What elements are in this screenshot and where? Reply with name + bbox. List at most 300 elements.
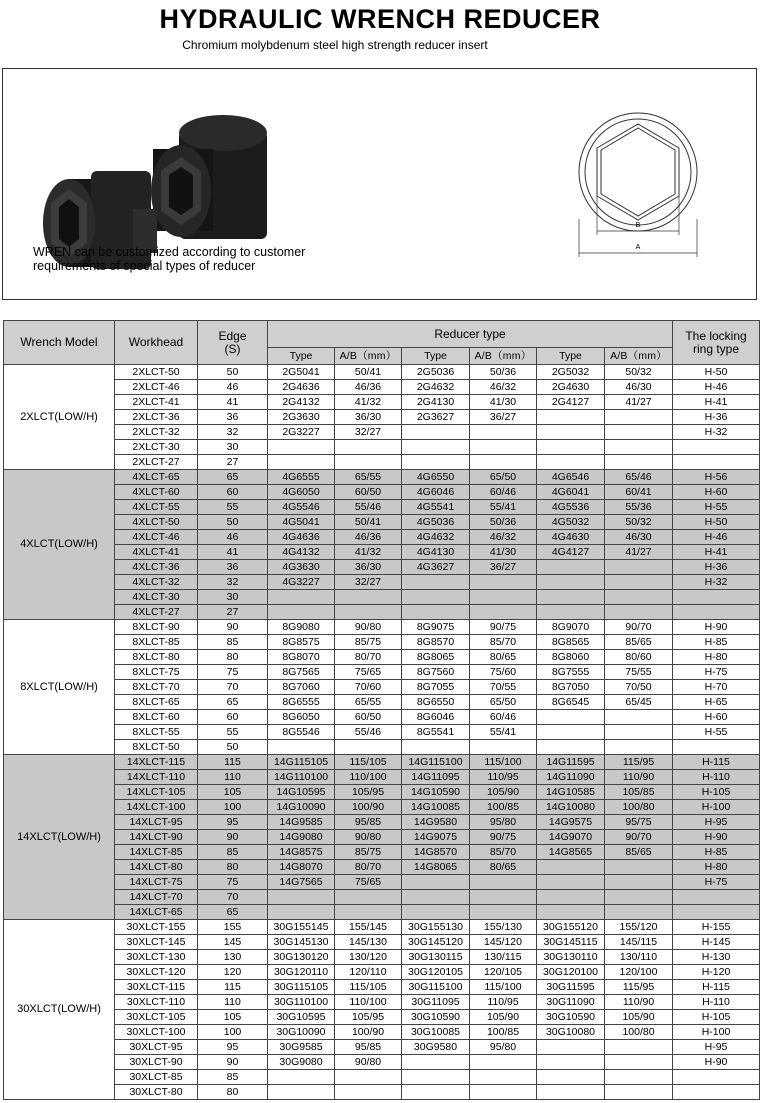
table-cell: 130/110 xyxy=(605,950,673,965)
table-cell: 8XLCT-60 xyxy=(115,710,198,725)
table-cell: 2G4630 xyxy=(537,380,605,395)
table-cell xyxy=(402,905,470,920)
table-cell: 50 xyxy=(198,515,268,530)
table-cell: 4G3227 xyxy=(268,575,335,590)
table-row xyxy=(4,725,760,740)
header-edge-unit: (S) xyxy=(224,341,241,356)
table-cell: 8G9070 xyxy=(537,620,605,635)
table-cell: 36/27 xyxy=(470,560,537,575)
table-row xyxy=(4,380,760,395)
table-cell: 30XLCT-130 xyxy=(115,950,198,965)
table-cell: 65/50 xyxy=(470,695,537,710)
table-cell: H-130 xyxy=(673,950,760,965)
table-cell: 60/46 xyxy=(470,485,537,500)
table-row xyxy=(4,605,760,620)
table-cell: 90/70 xyxy=(605,620,673,635)
table-cell: 75 xyxy=(198,875,268,890)
table-cell: 100/90 xyxy=(335,800,402,815)
table-cell: 65/55 xyxy=(335,470,402,485)
table-cell: 46/36 xyxy=(335,380,402,395)
table-row xyxy=(4,1025,760,1040)
table-cell: 14G10585 xyxy=(537,785,605,800)
table-cell: 8G8065 xyxy=(402,650,470,665)
table-cell: H-100 xyxy=(673,800,760,815)
table-cell: 85/65 xyxy=(605,635,673,650)
table-cell: 14G8565 xyxy=(537,845,605,860)
table-cell: 14G9080 xyxy=(268,830,335,845)
table-cell xyxy=(605,740,673,755)
table-cell: 105 xyxy=(198,1010,268,1025)
table-cell: 80 xyxy=(198,650,268,665)
table-cell: 36/30 xyxy=(335,560,402,575)
table-cell: 30XLCT-115 xyxy=(115,980,198,995)
table-cell xyxy=(673,1085,760,1100)
table-cell: 4G4130 xyxy=(402,545,470,560)
table-cell: 14G11090 xyxy=(537,770,605,785)
table-cell: 145 xyxy=(198,935,268,950)
table-cell: 105/95 xyxy=(335,785,402,800)
table-cell: 110/100 xyxy=(335,995,402,1010)
table-cell: H-95 xyxy=(673,815,760,830)
table-cell: 4G3630 xyxy=(268,560,335,575)
table-row xyxy=(4,425,760,440)
table-cell: 8XLCT-75 xyxy=(115,665,198,680)
table-cell xyxy=(605,410,673,425)
table-cell xyxy=(537,575,605,590)
table-cell xyxy=(605,905,673,920)
table-cell: 100/80 xyxy=(605,800,673,815)
table-row xyxy=(4,620,760,635)
table-cell: 145/120 xyxy=(470,935,537,950)
table-cell: 46 xyxy=(198,530,268,545)
header-locking-line1: The locking xyxy=(685,328,747,343)
table-cell xyxy=(605,1040,673,1055)
table-cell: H-80 xyxy=(673,650,760,665)
table-cell: 85/70 xyxy=(470,845,537,860)
table-cell: 41/30 xyxy=(470,395,537,410)
table-cell: H-145 xyxy=(673,935,760,950)
table-cell: 30G11090 xyxy=(537,995,605,1010)
table-cell: 75/65 xyxy=(335,875,402,890)
table-cell: 36/27 xyxy=(470,410,537,425)
table-cell: 105/90 xyxy=(470,1010,537,1025)
table-cell: 14G10595 xyxy=(268,785,335,800)
table-cell xyxy=(537,425,605,440)
table-cell: 14XLCT-70 xyxy=(115,890,198,905)
table-cell: 2XLCT-32 xyxy=(115,425,198,440)
table-cell: 30G120100 xyxy=(537,965,605,980)
table-cell: 80/65 xyxy=(470,650,537,665)
table-cell: 65/46 xyxy=(605,470,673,485)
table-cell xyxy=(605,455,673,470)
table-cell xyxy=(605,710,673,725)
table-cell: 115 xyxy=(198,980,268,995)
table-cell xyxy=(470,425,537,440)
table-cell: 4XLCT-30 xyxy=(115,590,198,605)
table-cell: 14G10085 xyxy=(402,800,470,815)
table-cell: 4G6046 xyxy=(402,485,470,500)
table-cell: 14G9580 xyxy=(402,815,470,830)
table-cell: 14XLCT-105 xyxy=(115,785,198,800)
header-ab-1: A/B（mm） xyxy=(335,348,402,365)
table-cell xyxy=(470,1085,537,1100)
table-cell: 14G115105 xyxy=(268,755,335,770)
table-cell: 8G8570 xyxy=(402,635,470,650)
table-cell xyxy=(537,455,605,470)
table-cell xyxy=(470,605,537,620)
table-cell: H-105 xyxy=(673,1010,760,1025)
table-cell: H-115 xyxy=(673,755,760,770)
table-row xyxy=(4,515,760,530)
table-cell: 85 xyxy=(198,1070,268,1085)
table-cell: 30G155120 xyxy=(537,920,605,935)
table-cell: 90/80 xyxy=(335,1055,402,1070)
table-cell xyxy=(268,455,335,470)
table-cell: 110 xyxy=(198,770,268,785)
table-cell: 27 xyxy=(198,455,268,470)
header-type-3: Type xyxy=(537,348,605,365)
table-row xyxy=(4,710,760,725)
table-cell xyxy=(673,590,760,605)
table-cell: 4XLCT-41 xyxy=(115,545,198,560)
hexagon-dimension-diagram xyxy=(573,107,703,265)
table-cell: 70/60 xyxy=(335,680,402,695)
table-cell: 2G4127 xyxy=(537,395,605,410)
table-row xyxy=(4,920,760,935)
table-cell xyxy=(537,410,605,425)
table-cell: 85/70 xyxy=(470,635,537,650)
table-cell: 2G4636 xyxy=(268,380,335,395)
table-cell: 30G10590 xyxy=(402,1010,470,1025)
table-cell xyxy=(268,740,335,755)
table-cell: 8G6050 xyxy=(268,710,335,725)
table-row xyxy=(4,530,760,545)
table-cell: 8G6046 xyxy=(402,710,470,725)
table-row xyxy=(4,575,760,590)
table-cell xyxy=(402,1055,470,1070)
table-row xyxy=(4,365,760,380)
table-cell: 80 xyxy=(198,1085,268,1100)
table-cell: 14G8070 xyxy=(268,860,335,875)
table-row xyxy=(4,815,760,830)
table-cell xyxy=(402,875,470,890)
table-cell xyxy=(402,1085,470,1100)
table-cell xyxy=(537,605,605,620)
table-cell: H-80 xyxy=(673,860,760,875)
table-cell: 95/80 xyxy=(470,1040,537,1055)
table-cell xyxy=(605,725,673,740)
table-cell: 4XLCT-55 xyxy=(115,500,198,515)
table-cell: 55 xyxy=(198,500,268,515)
table-cell: 14G9075 xyxy=(402,830,470,845)
table-cell: 60/50 xyxy=(335,485,402,500)
table-cell: 4G4636 xyxy=(268,530,335,545)
table-cell: 8G8575 xyxy=(268,635,335,650)
table-cell xyxy=(402,1070,470,1085)
table-cell: 30G115105 xyxy=(268,980,335,995)
table-row xyxy=(4,1085,760,1100)
table-cell: 50 xyxy=(198,365,268,380)
table-cell xyxy=(537,740,605,755)
table-cell: 2XLCT-50 xyxy=(115,365,198,380)
table-cell xyxy=(470,905,537,920)
product-photo-panel xyxy=(2,68,757,300)
table-cell: 95/75 xyxy=(605,815,673,830)
wrench-model-cell: 14XLCT(LOW/H) xyxy=(4,755,115,920)
table-cell: 4G6050 xyxy=(268,485,335,500)
table-cell: 2G3630 xyxy=(268,410,335,425)
table-cell: H-85 xyxy=(673,845,760,860)
table-cell: 115 xyxy=(198,755,268,770)
table-cell: 120/100 xyxy=(605,965,673,980)
caption-line-1: WREN can be customized according to customer xyxy=(33,245,306,259)
table-cell xyxy=(268,440,335,455)
table-cell xyxy=(605,890,673,905)
table-cell: 145/130 xyxy=(335,935,402,950)
header-type-2: Type xyxy=(402,348,470,365)
table-cell: 8G9080 xyxy=(268,620,335,635)
table-cell: 65/50 xyxy=(470,470,537,485)
table-cell: H-60 xyxy=(673,485,760,500)
table-cell: 60/46 xyxy=(470,710,537,725)
table-cell: 105/95 xyxy=(335,1010,402,1025)
table-row xyxy=(4,410,760,425)
table-cell xyxy=(537,905,605,920)
table-cell xyxy=(537,590,605,605)
table-row xyxy=(4,1040,760,1055)
table-row xyxy=(4,950,760,965)
table-row xyxy=(4,965,760,980)
table-cell: 2XLCT-30 xyxy=(115,440,198,455)
table-cell: 14G10090 xyxy=(268,800,335,815)
table-cell: H-56 xyxy=(673,470,760,485)
table-row xyxy=(4,785,760,800)
table-cell: 130/115 xyxy=(470,950,537,965)
table-cell: 32/27 xyxy=(335,425,402,440)
table-cell: 4G5546 xyxy=(268,500,335,515)
table-cell: 4G5036 xyxy=(402,515,470,530)
table-row xyxy=(4,1055,760,1070)
table-row xyxy=(4,560,760,575)
header-ab-2: A/B（mm） xyxy=(470,348,537,365)
table-cell: 36 xyxy=(198,410,268,425)
table-cell: 2G4132 xyxy=(268,395,335,410)
table-cell: 155/145 xyxy=(335,920,402,935)
table-cell xyxy=(470,875,537,890)
table-cell xyxy=(268,1070,335,1085)
table-cell: 4XLCT-46 xyxy=(115,530,198,545)
table-cell xyxy=(335,1085,402,1100)
table-cell xyxy=(605,605,673,620)
table-cell: 100/85 xyxy=(470,1025,537,1040)
caption-line-2: requirements of special types of reducer xyxy=(33,259,256,273)
table-cell xyxy=(673,1070,760,1085)
table-cell: 30XLCT-155 xyxy=(115,920,198,935)
table-cell xyxy=(673,605,760,620)
table-cell: 2G4130 xyxy=(402,395,470,410)
table-cell xyxy=(335,440,402,455)
table-cell: 41 xyxy=(198,395,268,410)
table-cell xyxy=(402,425,470,440)
table-cell: 4XLCT-27 xyxy=(115,605,198,620)
table-cell: H-50 xyxy=(673,365,760,380)
table-cell: 115/100 xyxy=(470,980,537,995)
table-cell: 130 xyxy=(198,950,268,965)
header-edge-label: Edge xyxy=(218,328,247,343)
table-cell: 65 xyxy=(198,905,268,920)
table-cell: 50/32 xyxy=(605,365,673,380)
table-cell: 14XLCT-90 xyxy=(115,830,198,845)
table-cell xyxy=(335,740,402,755)
table-cell: 8G6550 xyxy=(402,695,470,710)
table-cell: 30 xyxy=(198,440,268,455)
table-cell: 8XLCT-80 xyxy=(115,650,198,665)
table-cell xyxy=(605,1070,673,1085)
table-cell: 8G8060 xyxy=(537,650,605,665)
table-cell: 105/90 xyxy=(605,1010,673,1025)
table-cell: H-41 xyxy=(673,545,760,560)
table-cell xyxy=(335,455,402,470)
table-cell xyxy=(268,590,335,605)
table-cell: 110/100 xyxy=(335,770,402,785)
table-cell: 65/55 xyxy=(335,695,402,710)
table-cell xyxy=(537,725,605,740)
table-cell: H-65 xyxy=(673,695,760,710)
table-cell: 75/65 xyxy=(335,665,402,680)
table-cell: 55/41 xyxy=(470,725,537,740)
table-cell: 8G7060 xyxy=(268,680,335,695)
table-row xyxy=(4,1070,760,1085)
table-cell: 2G3227 xyxy=(268,425,335,440)
table-cell: 145/115 xyxy=(605,935,673,950)
table-cell: 2XLCT-36 xyxy=(115,410,198,425)
table-cell: 41/32 xyxy=(335,395,402,410)
table-cell: 30G130110 xyxy=(537,950,605,965)
table-body xyxy=(4,365,760,1100)
table-cell: 8G7055 xyxy=(402,680,470,695)
table-cell: 36 xyxy=(198,560,268,575)
table-cell: 90/80 xyxy=(335,830,402,845)
table-cell xyxy=(673,455,760,470)
table-cell: 100 xyxy=(198,1025,268,1040)
table-cell xyxy=(470,590,537,605)
table-cell: H-75 xyxy=(673,665,760,680)
table-row xyxy=(4,770,760,785)
table-cell: 50 xyxy=(198,740,268,755)
table-cell xyxy=(470,1070,537,1085)
table-row xyxy=(4,635,760,650)
table-cell: H-120 xyxy=(673,965,760,980)
table-cell: 4G4632 xyxy=(402,530,470,545)
table-cell xyxy=(537,710,605,725)
table-cell xyxy=(537,875,605,890)
table-row xyxy=(4,935,760,950)
table-cell: H-36 xyxy=(673,560,760,575)
table-cell xyxy=(605,1085,673,1100)
table-cell: 120/110 xyxy=(335,965,402,980)
table-cell xyxy=(470,890,537,905)
table-cell: 14XLCT-100 xyxy=(115,800,198,815)
table-cell: 30G155145 xyxy=(268,920,335,935)
table-cell: 14XLCT-80 xyxy=(115,860,198,875)
table-cell xyxy=(402,575,470,590)
table-cell xyxy=(268,605,335,620)
table-row xyxy=(4,905,760,920)
table-cell: H-60 xyxy=(673,710,760,725)
table-cell xyxy=(402,890,470,905)
table-cell: 155/130 xyxy=(470,920,537,935)
table-cell: 41/30 xyxy=(470,545,537,560)
table-cell xyxy=(537,860,605,875)
table-row xyxy=(4,440,760,455)
table-cell: H-41 xyxy=(673,395,760,410)
table-cell: 8G6545 xyxy=(537,695,605,710)
table-cell: H-75 xyxy=(673,875,760,890)
table-cell: 30XLCT-80 xyxy=(115,1085,198,1100)
table-cell: 30XLCT-145 xyxy=(115,935,198,950)
table-cell xyxy=(605,860,673,875)
table-cell: H-115 xyxy=(673,980,760,995)
table-cell: 155/120 xyxy=(605,920,673,935)
table-cell: 55/46 xyxy=(335,725,402,740)
table-cell: 105/85 xyxy=(605,785,673,800)
table-cell xyxy=(470,1055,537,1070)
table-cell: 14XLCT-95 xyxy=(115,815,198,830)
table-cell: 32 xyxy=(198,575,268,590)
table-cell: 8XLCT-85 xyxy=(115,635,198,650)
table-row xyxy=(4,455,760,470)
table-cell: 14G7565 xyxy=(268,875,335,890)
header-workhead: Workhead xyxy=(115,321,198,365)
table-cell: 4G5536 xyxy=(537,500,605,515)
table-cell: 4G6546 xyxy=(537,470,605,485)
table-cell xyxy=(605,440,673,455)
table-cell: 14G110100 xyxy=(268,770,335,785)
table-cell: 75 xyxy=(198,665,268,680)
table-cell xyxy=(673,890,760,905)
header-wrench-model: Wrench Model xyxy=(4,321,115,365)
dimension-a-label: A xyxy=(635,244,641,251)
table-cell: H-90 xyxy=(673,1055,760,1070)
table-cell: 50/36 xyxy=(470,515,537,530)
table-cell: 85/65 xyxy=(605,845,673,860)
table-cell: 70/50 xyxy=(605,680,673,695)
table-cell: 95 xyxy=(198,1040,268,1055)
table-row xyxy=(4,395,760,410)
table-cell: 30G11095 xyxy=(402,995,470,1010)
table-cell: 90/70 xyxy=(605,830,673,845)
table-cell: 155 xyxy=(198,920,268,935)
table-cell: 30G9080 xyxy=(268,1055,335,1070)
table-cell: 2G5041 xyxy=(268,365,335,380)
table-cell: 110 xyxy=(198,995,268,1010)
table-cell: 8G7560 xyxy=(402,665,470,680)
table-cell: 30G11595 xyxy=(537,980,605,995)
table-cell: 8XLCT-50 xyxy=(115,740,198,755)
table-cell xyxy=(673,905,760,920)
table-row xyxy=(4,545,760,560)
table-cell: 8XLCT-65 xyxy=(115,695,198,710)
table-cell: 95/85 xyxy=(335,815,402,830)
table-cell: 120 xyxy=(198,965,268,980)
table-cell: 8G9075 xyxy=(402,620,470,635)
table-row xyxy=(4,665,760,680)
table-row xyxy=(4,485,760,500)
table-cell: 95 xyxy=(198,815,268,830)
table-cell: 14XLCT-75 xyxy=(115,875,198,890)
table-cell: 90 xyxy=(198,830,268,845)
table-cell: 4XLCT-50 xyxy=(115,515,198,530)
